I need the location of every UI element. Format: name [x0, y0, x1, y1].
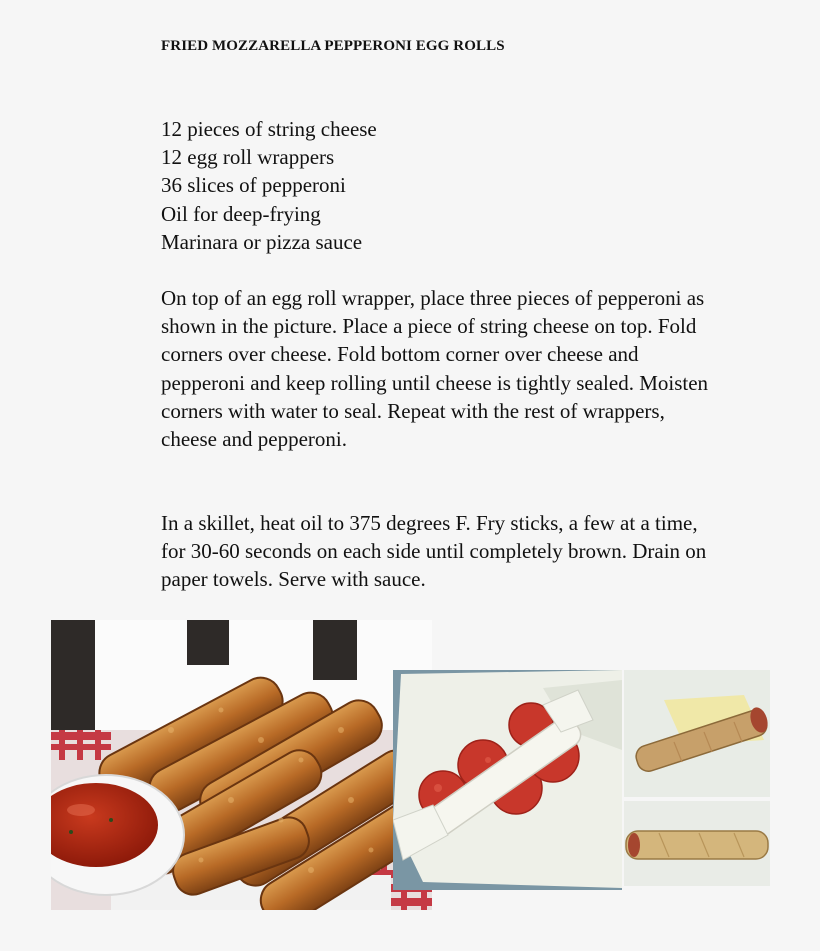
ingredient-list — [161, 115, 377, 256]
ingredient-item: Marinara or pizza sauce — [161, 229, 363, 254]
ingredient-item: 12 egg roll wrappers — [161, 145, 335, 170]
instruction-paragraph-frying: In a skillet, heat oil to 375 degrees F. Fry sticks, a few at a time, for 30-60 seconds on each side until completely brown. Drain on paper towels. Serve with sauce. — [161, 511, 707, 592]
step-photo-partially-rolled — [624, 670, 770, 797]
ingredient-item: 36 slices of pepperoni — [161, 173, 346, 198]
step-photo-pepperoni-cheese — [393, 670, 622, 890]
step-photo-fully-rolled — [624, 801, 770, 886]
recipe-title: FRIED MOZZARELLA PEPPERONI EGG ROLLS — [161, 38, 505, 54]
ingredient-item: 12 pieces of string cheese — [161, 117, 377, 141]
ingredient-item: Oil for deep-frying — [161, 201, 321, 226]
instruction-paragraph-assembly: On top of an egg roll wrapper, place three pieces of pepperoni as shown in the picture. Place a piece of string cheese on top. Fold corners over cheese. Fold bottom corner over cheese and pepperoni and keep rolling until cheese is tightly sealed. Moisten corners with water to seal. Repeat with the rest of wrappers, cheese and pepperoni. — [161, 286, 709, 452]
egg-rolls-photo — [51, 620, 432, 910]
